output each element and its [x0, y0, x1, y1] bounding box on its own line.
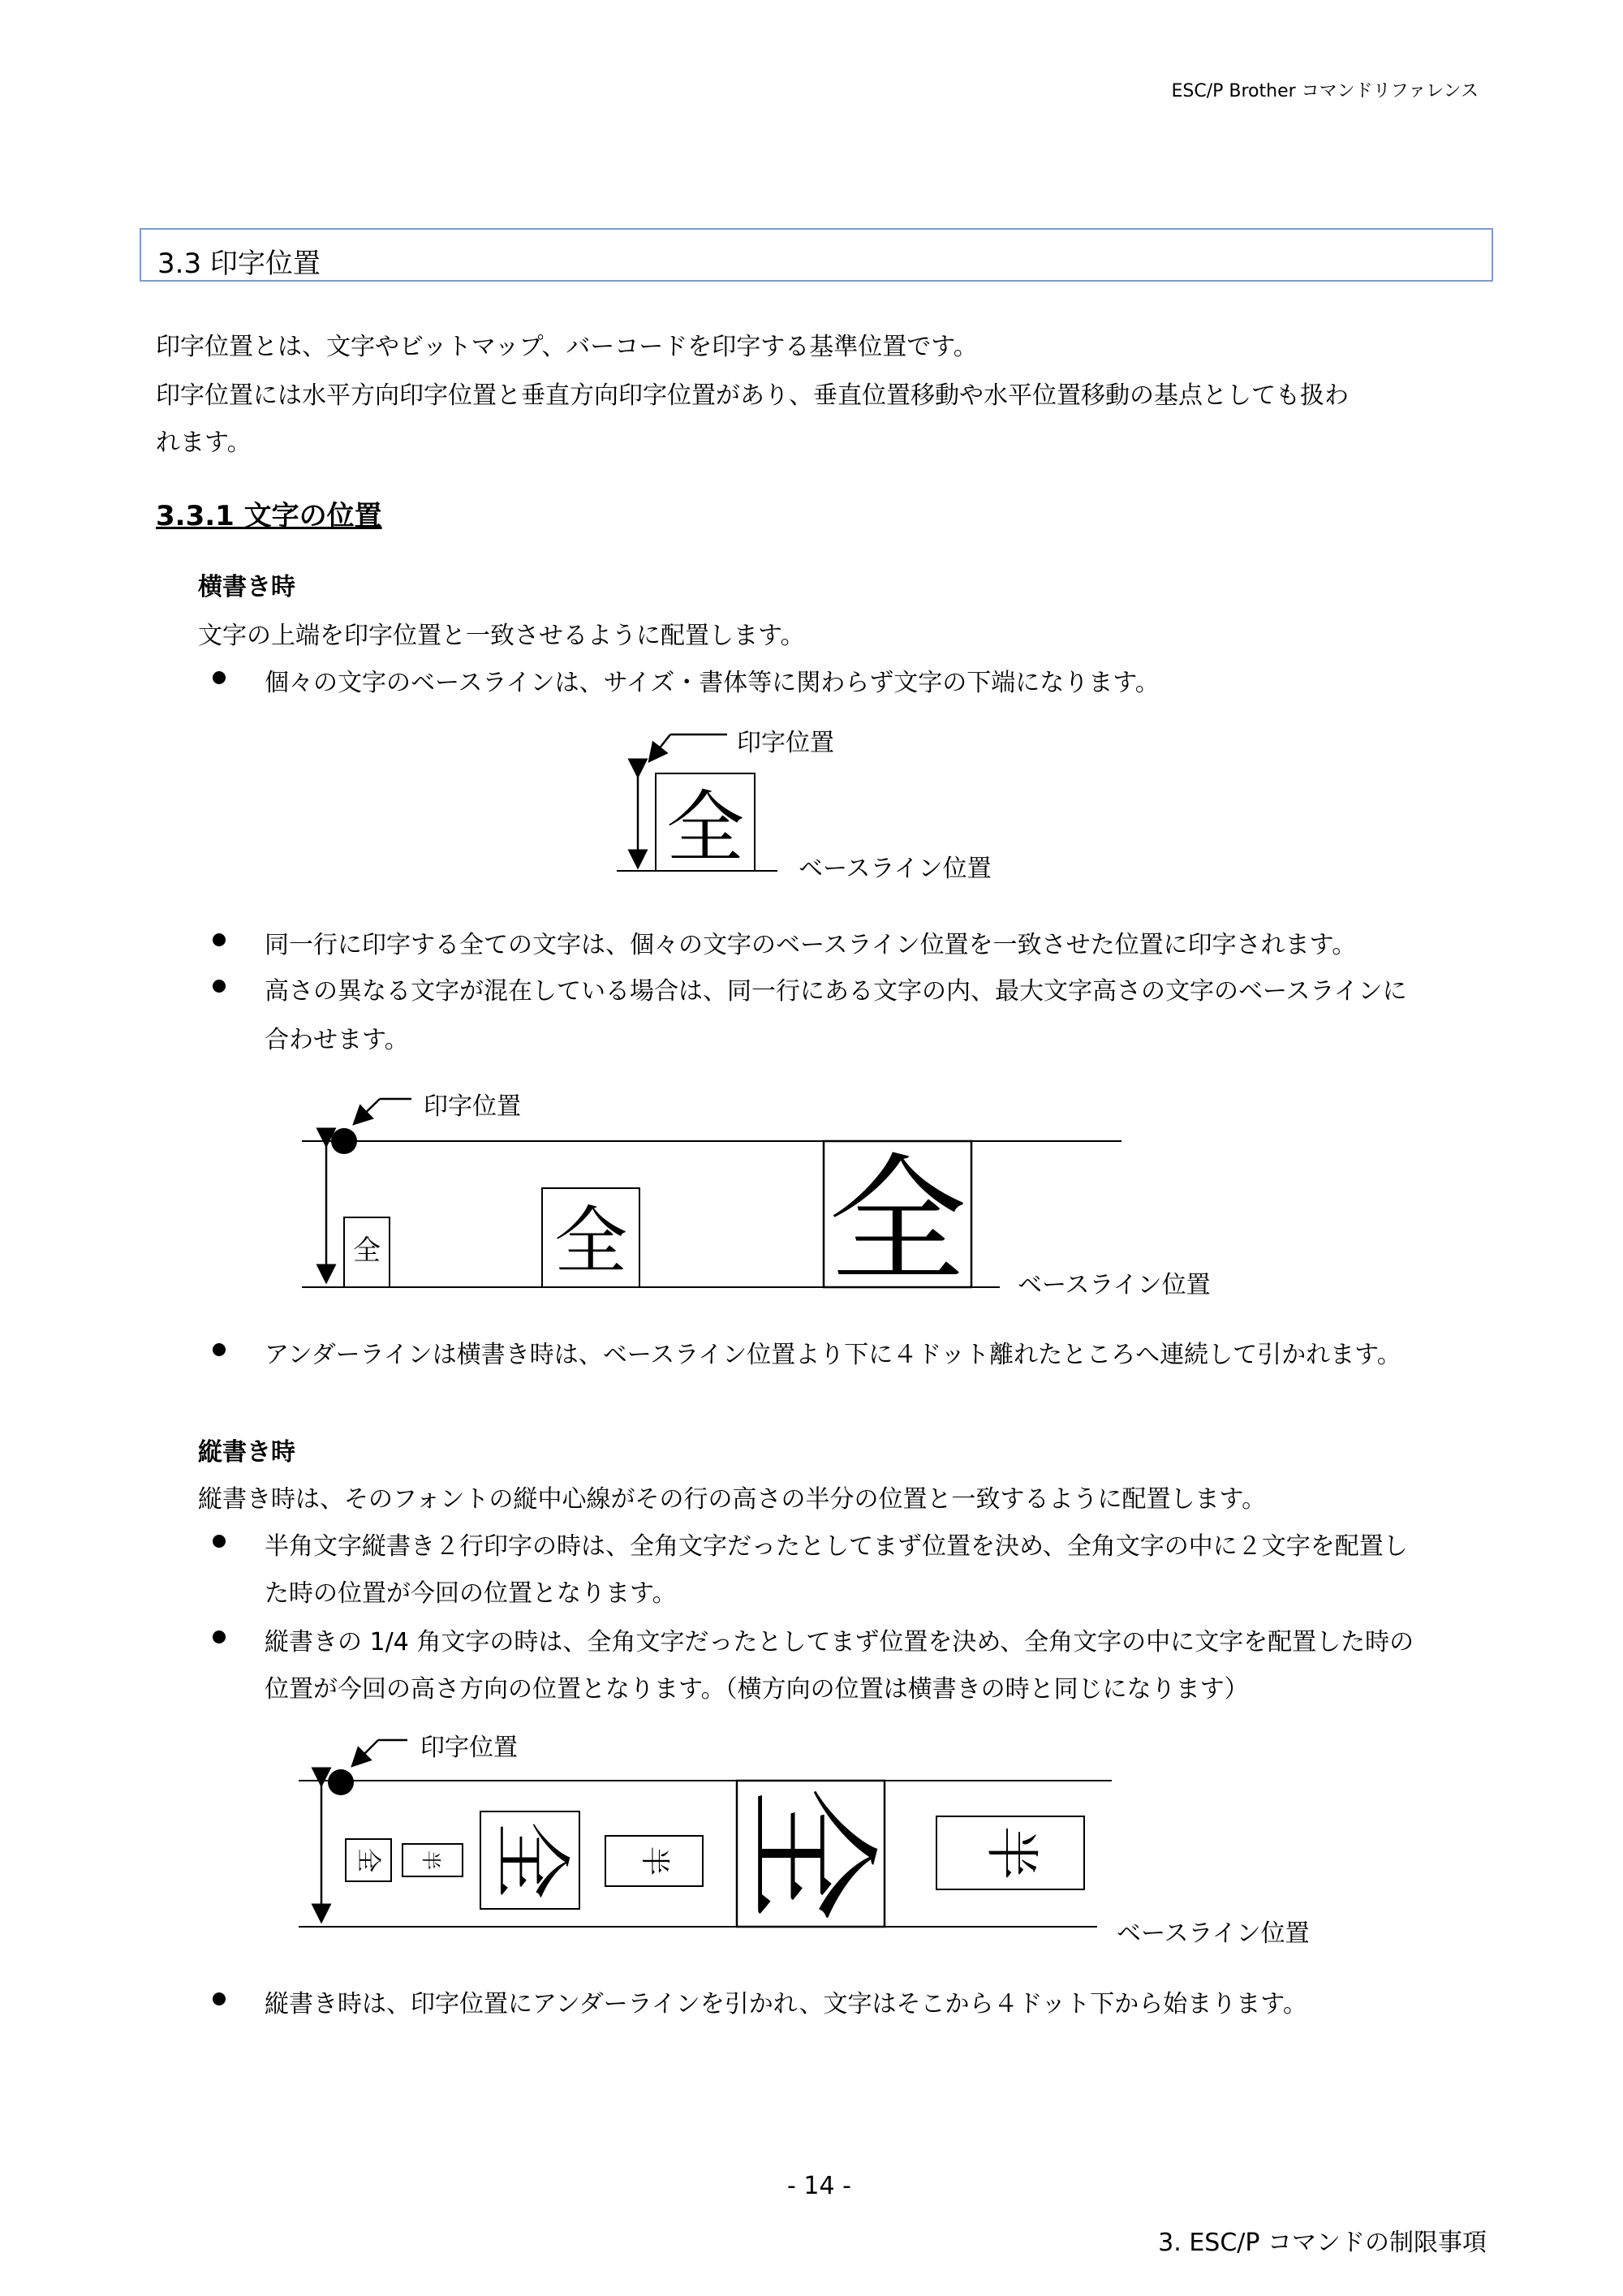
- horizontal-bullet-2: 同一行に印字する全ての文字は、個々の文字のベースライン位置を一致させた位置に印字されます。: [265, 931, 1357, 959]
- vertical-heading: 縦書き時: [198, 1438, 295, 1467]
- intro-line-1: 印字位置とは、文字やビットマップ、バーコードを印字する基準位置です。: [156, 333, 978, 361]
- diagram-2: [302, 1099, 1121, 1302]
- page-number: - 14 -: [787, 2172, 851, 2200]
- intro-line-3: れます。: [156, 429, 252, 457]
- print-position-dot: [328, 1769, 354, 1795]
- diagram2-small-char: 全: [353, 1234, 381, 1267]
- diagram1-print-position-label: 印字位置: [737, 729, 834, 757]
- diagram3-small-half-char: 半: [420, 1850, 442, 1870]
- vertical-bullet-3: 縦書き時は、印字位置にアンダーラインを引かれ、文字はそこから４ドット下から始まります。: [265, 1990, 1307, 2018]
- diagram3-baseline-label: ベースライン位置: [1117, 1919, 1310, 1948]
- vertical-bullet-1-line-1: 半角文字縦書き２行印字の時は、全角文字だったとしてまず位置を決め、全角文字の中に２文字を配置し: [265, 1532, 1408, 1561]
- diagram2-print-position-label: 印字位置: [424, 1092, 521, 1121]
- diagram2-baseline-label: ベースライン位置: [1018, 1271, 1211, 1299]
- horizontal-desc: 文字の上端を印字位置と一致させるように配置します。: [198, 622, 805, 650]
- diagram1-baseline-label: ベースライン位置: [799, 855, 992, 883]
- diagram-3: [299, 1740, 1112, 1927]
- diagram3-medium-half-char: 半: [638, 1846, 671, 1876]
- diagram1-full-char: 全: [666, 782, 744, 873]
- diagram3-large-half-char: 半: [980, 1826, 1043, 1880]
- subsection-title: 3.3.1 文字の位置: [156, 500, 382, 532]
- section-title: 3.3 印字位置: [157, 248, 321, 280]
- intro-line-2: 印字位置には水平方向印字位置と垂直方向印字位置があり、垂直位置移動や水平位置移動の基点としても扱わ: [156, 381, 1349, 410]
- diagram2-medium-char: 全: [554, 1199, 627, 1284]
- horizontal-bullet-4: アンダーラインは横書き時は、ベースライン位置より下に４ドット離れたところへ連続して引かれます。: [265, 1341, 1401, 1369]
- vertical-bullet-2-line-1: 縦書きの 1/4 角文字の時は、全角文字だったとしてまず位置を決め、全角文字の中に文字を配置した時の: [265, 1628, 1414, 1656]
- page-header: ESC/P Brother コマンドリファレンス: [1171, 81, 1479, 101]
- horizontal-heading: 横書き時: [198, 573, 295, 601]
- diagram3-small-full-char: 全: [354, 1848, 382, 1872]
- vertical-desc: 縦書き時は、そのフォントの縦中心線がその行の高さの半分の位置と一致するように配置します。: [198, 1485, 1267, 1514]
- diagram2-large-char: 全: [828, 1141, 967, 1302]
- horizontal-bullet-1: 個々の文字のベースラインは、サイズ・書体等に関わらず文字の下端になります。: [265, 669, 1160, 697]
- diagram3-medium-full-char: 全: [485, 1821, 576, 1899]
- diagram3-large-full-char: 全: [731, 1786, 888, 1921]
- horizontal-bullet-3-line-1: 高さの異なる文字が混在している場合は、同一行にある文字の内、最大文字高さの文字のベースラインに: [265, 977, 1407, 1006]
- vertical-bullet-2-line-2: 位置が今回の高さ方向の位置となります。（横方向の位置は横書きの時と同じになります）: [265, 1675, 1249, 1704]
- chapter-footer: 3. ESC/P コマンドの制限事項: [1158, 2229, 1487, 2257]
- horizontal-bullet-3-line-2: 合わせます。: [265, 1026, 409, 1054]
- diagram3-print-position-label: 印字位置: [420, 1734, 518, 1762]
- vertical-bullet-1-line-2: た時の位置が今回の位置となります。: [265, 1579, 677, 1608]
- diagram-1: [617, 734, 777, 873]
